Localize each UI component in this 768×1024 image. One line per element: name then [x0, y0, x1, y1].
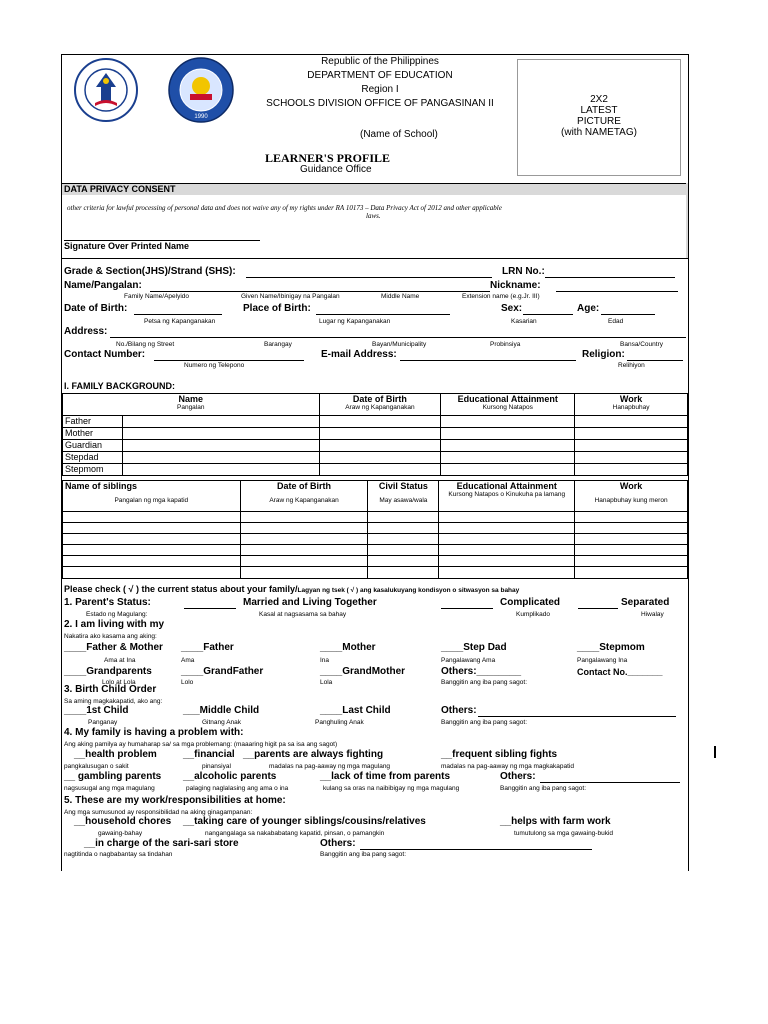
option-grandfather[interactable]: ____GrandFather — [181, 666, 264, 677]
privacy-text-2: laws. — [366, 212, 381, 220]
option-lack-time[interactable]: __lack of time from parents — [320, 771, 451, 782]
chores-hint: gawaing-bahay — [98, 830, 143, 837]
first-hint: Panganay — [88, 719, 118, 726]
option-store[interactable]: __in charge of the sari-sari store — [84, 838, 239, 849]
numero-hint: Numero ng Telepono — [184, 362, 245, 369]
given-name-hint: Given Name/Ibinigay na Pangalan — [241, 293, 340, 300]
margin-mark — [714, 746, 716, 758]
gambling-hint: nagsusugal ang mga magulang — [64, 785, 155, 792]
middle-name-hint: Middle Name — [381, 293, 420, 300]
complicated-label: Complicated — [500, 597, 561, 608]
age-input[interactable] — [601, 314, 655, 315]
table-row[interactable] — [63, 545, 688, 556]
father-hint: Ama — [181, 657, 195, 664]
kasarian-hint: Kasarian — [511, 318, 537, 325]
pob-input[interactable] — [316, 314, 450, 315]
lacktime-hint: kulang sa oras na naibibigay ng mga magulang — [323, 785, 460, 792]
gf-hint: Lolo — [181, 679, 194, 686]
option-first-child[interactable]: ____1st Child — [64, 705, 129, 716]
separated-label: Separated — [621, 597, 670, 608]
barangay-hint: Barangay — [264, 341, 292, 348]
q5-label: 5. These are my work/responsibilities at home: — [64, 795, 286, 806]
relihiyon-hint: Relihiyon — [618, 362, 645, 369]
photo-label-4: (with NAMETAG) — [561, 127, 637, 138]
province-hint: Probinsiya — [490, 341, 521, 348]
table-row[interactable] — [63, 464, 688, 476]
option-chores[interactable]: __household chores — [74, 816, 172, 827]
republic-line: Republic of the Philippines — [321, 56, 439, 67]
store-hint: nagtitinda o nagbabantay sa tindahan — [64, 851, 173, 858]
siblings-col-work: Work Hanapbuhay kung meron — [575, 481, 688, 512]
dob-label: Date of Birth: — [64, 303, 128, 314]
contact-no-input[interactable]: Contact No._______ — [577, 667, 663, 677]
petsa-hint: Petsa ng Kapanganakan — [144, 318, 216, 325]
lrn-label: LRN No.: — [502, 266, 545, 277]
gp-hint: Lolo at Lola — [102, 679, 136, 686]
school-name: (Name of School) — [360, 129, 438, 140]
row-label-guardian: Guardian — [63, 440, 123, 452]
row-label-stepmom: Stepmom — [63, 464, 123, 476]
family-col-work: Work Hanapbuhay — [575, 394, 688, 416]
sex-input[interactable] — [523, 314, 573, 315]
family-table — [62, 393, 688, 476]
email-label: E-mail Address: — [321, 349, 397, 360]
others-q3-input[interactable] — [478, 716, 676, 717]
gm-hint: Lola — [320, 679, 333, 686]
family-name-hint: Family Name/Apelyido — [124, 293, 190, 300]
q3-label: 3. Birth Child Order — [64, 684, 157, 695]
deped-line: DEPARTMENT OF EDUCATION — [307, 70, 453, 81]
lugar-hint: Lugar ng Kapanganakan — [319, 318, 391, 325]
younger-hint: nangangalaga sa nakababatang kapatid, pinsan, o pamangkin — [205, 830, 385, 837]
separated-hint: Hiwalay — [641, 611, 664, 618]
table-row[interactable] — [63, 440, 688, 452]
q2-label: 2. I am living with my — [64, 619, 165, 630]
table-row[interactable] — [63, 512, 688, 523]
age-label: Age: — [577, 303, 600, 314]
family-col-education: Educational Attainment Kursong Natapos — [441, 394, 575, 416]
page-title: LEARNER'S PROFILE — [265, 151, 391, 165]
others-q3-label: Others: — [441, 705, 477, 716]
table-row[interactable] — [63, 452, 688, 464]
privacy-shade — [686, 183, 688, 259]
row-label-mother: Mother — [63, 428, 123, 440]
financial-hint: pinansiyal — [202, 763, 231, 770]
address-label: Address: — [64, 326, 108, 337]
family-heading: I. FAMILY BACKGROUND: — [64, 381, 176, 391]
married-checkbox[interactable] — [184, 608, 236, 609]
option-health[interactable]: __health problem — [74, 749, 157, 760]
division-seal-icon — [165, 56, 237, 124]
option-alcoholic[interactable]: __alcoholic parents — [183, 771, 277, 782]
others-q4-hint: Banggitin ang iba pang sagot: — [500, 785, 587, 792]
row-label-stepdad: Stepdad — [63, 452, 123, 464]
table-row[interactable] — [63, 567, 688, 579]
photo-label-2: LATEST — [580, 105, 618, 116]
address-input[interactable] — [110, 337, 686, 338]
others-q5-input[interactable] — [360, 849, 592, 850]
alcoholic-hint: palaging naglalasing ang ama o ina — [186, 785, 289, 792]
email-input[interactable] — [400, 360, 576, 361]
street-hint: No./Bilang ng Street — [116, 341, 175, 348]
option-grandmother[interactable]: ____GrandMother — [320, 666, 406, 677]
option-grandparents[interactable]: ____Grandparents — [64, 666, 152, 677]
others-q2-input[interactable]: Others:________ — [441, 666, 522, 677]
farm-hint: tumutulong sa mga gawaing-bukid — [514, 830, 614, 837]
siblings-table — [62, 480, 688, 579]
siblings-col-civil: Civil Status May asawa/wala — [368, 481, 439, 512]
edad-hint: Edad — [608, 318, 624, 325]
privacy-text-1: other criteria for lawful processing of personal data and does not waive any of my rights under RA 10173 – Data Privacy Act of 2012 and other applicable — [67, 204, 502, 212]
name-input[interactable] — [150, 291, 490, 292]
name-label: Name/Pangalan: — [64, 280, 142, 291]
option-stepdad[interactable]: ____Step Dad — [441, 642, 507, 653]
table-row[interactable] — [63, 556, 688, 567]
table-row[interactable] — [63, 428, 688, 440]
q3-hint: Sa aming magkakapatid, ako ang: — [64, 698, 163, 705]
q1-hint: Estado ng Magulang: — [86, 611, 148, 618]
division-line: SCHOOLS DIVISION OFFICE OF PANGASINAN II — [266, 98, 494, 109]
option-sibling-fights[interactable]: __frequent sibling fights — [441, 749, 558, 760]
fm-hint: Ama at Ina — [104, 657, 136, 664]
others-q4-input[interactable] — [540, 782, 680, 783]
option-farm[interactable]: __helps with farm work — [500, 816, 611, 827]
option-mother[interactable]: ____Mother — [320, 642, 376, 653]
others-q5-hint: Banggitin ang iba pang sagot: — [320, 851, 407, 858]
lrn-input[interactable] — [545, 277, 675, 278]
option-stepmom[interactable]: ____Stepmom — [577, 642, 645, 653]
siblings-col-name: Name of siblings Pangalan ng mga kapatid — [63, 481, 241, 512]
deped-seal-icon — [73, 57, 139, 123]
grade-input[interactable] — [246, 277, 492, 278]
photo-label-3: PICTURE — [577, 116, 621, 127]
option-middle-child[interactable]: ___Middle Child — [183, 705, 260, 716]
stepdad-hint: Pangalawang Ama — [441, 657, 496, 664]
option-father[interactable]: ____Father — [181, 642, 234, 653]
others-q5-label: Others: — [320, 838, 356, 849]
complicated-checkbox[interactable] — [441, 608, 493, 609]
photo-label-1: 2X2 — [590, 94, 608, 105]
others-q3-hint: Banggitin ang iba pang sagot: — [441, 719, 528, 726]
stepmom-hint: Pangalawang Ina — [577, 657, 628, 664]
q4-hint: Ang aking pamilya ay humaharap sa/ sa mga problemang: (maaaring higit pa sa isa ang sagot) — [64, 741, 338, 748]
table-row[interactable] — [63, 523, 688, 534]
option-financial[interactable]: __financial — [183, 749, 235, 760]
page-subtitle: Guidance Office — [300, 164, 372, 175]
option-younger[interactable]: __taking care of younger siblings/cousins/relatives — [183, 816, 426, 827]
privacy-title: DATA PRIVACY CONSENT — [64, 184, 176, 194]
married-hint: Kasal at nagsasama sa bahay — [259, 611, 347, 618]
table-row[interactable] — [63, 534, 688, 545]
option-fighting[interactable]: __parents are always fighting — [243, 749, 384, 760]
q2-hint: Nakatira ako kasama ang aking: — [64, 633, 157, 640]
family-col-name: Name Pangalan — [63, 394, 320, 416]
option-father-mother[interactable]: ____Father & Mother — [64, 642, 163, 653]
religion-label: Religion: — [582, 349, 625, 360]
pob-label: Place of Birth: — [243, 303, 311, 314]
photo-box[interactable] — [517, 59, 681, 176]
dob-input[interactable] — [134, 314, 222, 315]
q1-label: 1. Parent's Status: — [64, 597, 151, 608]
last-hint: Panghuling Anak — [315, 719, 364, 726]
others-q2-hint: Banggitin ang iba pang sagot: — [441, 679, 528, 686]
municipality-hint: Bayan/Municipality — [372, 341, 427, 348]
option-gambling[interactable]: __ gambling parents — [64, 771, 162, 782]
option-last-child[interactable]: ____Last Child — [320, 705, 391, 716]
siblings-col-education: Educational Attainment Kursong Natapos o Kinukuha pa lamang — [439, 481, 575, 512]
signature-label: Signature Over Printed Name — [64, 241, 190, 251]
check-instruction: Please check ( √ ) the current status about your family/Lagyan ng tsek ( √ ) ang kasalukuyang kondisyon o sitwasyon sa bahay — [64, 584, 520, 594]
separated-checkbox[interactable] — [578, 608, 618, 609]
row-label-father: Father — [63, 416, 123, 428]
seal-year: 1990 — [194, 114, 208, 120]
contact-label: Contact Number: — [64, 349, 146, 360]
q4-label: 4. My family is having a problem with: — [64, 727, 244, 738]
nickname-input[interactable] — [556, 291, 678, 292]
religion-input[interactable] — [627, 360, 683, 361]
mother-hint: Ina — [320, 657, 330, 664]
nickname-label: Nickname: — [490, 280, 541, 291]
complicated-hint: Kumplikado — [516, 611, 550, 618]
others-q4-label: Others: — [500, 771, 536, 782]
q5-hint: Ang mga sumusunod ay responsibilidad na aking ginagampanan: — [64, 809, 253, 816]
fighting-hint: madalas na pag-aaway ng mga magulang — [269, 763, 391, 770]
married-label: Married and Living Together — [243, 597, 377, 608]
health-hint: pangkalusugan o sakit — [64, 763, 129, 770]
sex-label: Sex: — [501, 303, 523, 314]
middle-hint: Gitnang Anak — [202, 719, 242, 726]
region-line: Region I — [361, 84, 399, 95]
country-hint: Bansa/Country — [620, 341, 663, 348]
table-row[interactable] — [63, 416, 688, 428]
family-col-dob: Date of Birth Araw ng Kapanganakan — [319, 394, 441, 416]
siblings-col-dob: Date of Birth Araw ng Kapanganakan — [240, 481, 368, 512]
extension-hint: Extension name (e.g.Jr. III) — [462, 293, 540, 300]
sibling-hint: madalas na pag-aaway ng mga magkakapatid — [441, 763, 574, 770]
grade-label: Grade & Section(JHS)/Strand (SHS): — [64, 266, 236, 277]
contact-input[interactable] — [154, 360, 304, 361]
